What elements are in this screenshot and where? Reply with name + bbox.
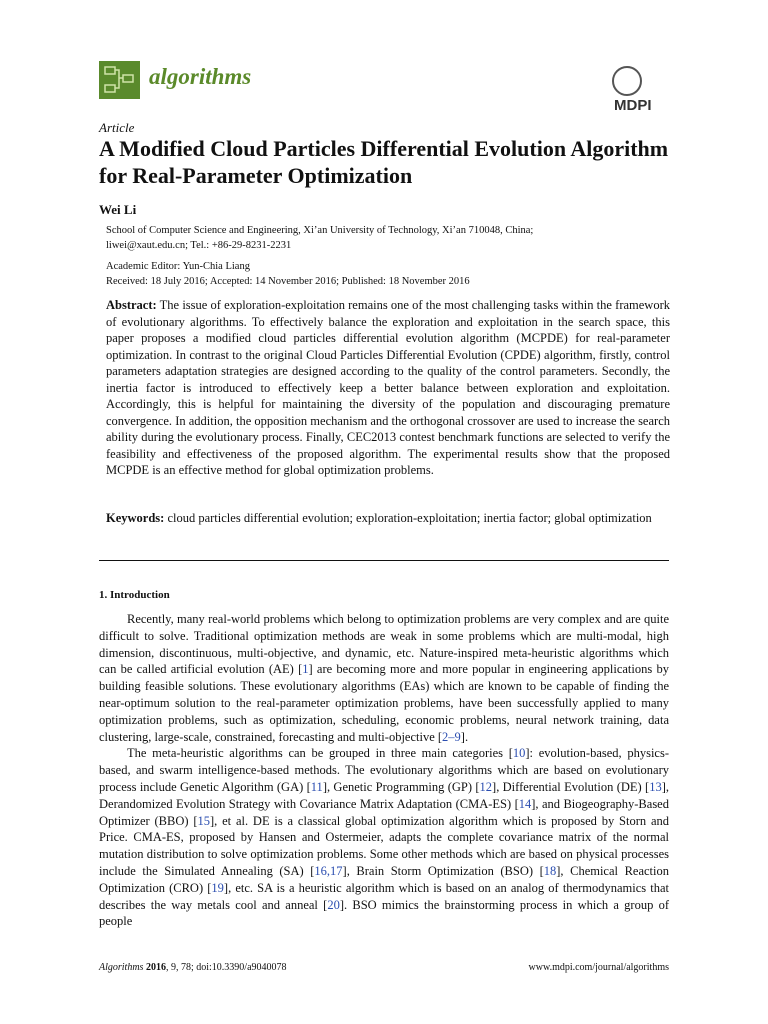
citation-link[interactable]: 1 [302,662,309,677]
journal-name[interactable]: algorithms [149,64,252,89]
text-run: ], Brain Storm Optimization (BSO) [ [342,863,544,878]
citation-link[interactable]: 15 [197,813,211,828]
keywords-label: Keywords: [106,511,165,525]
publisher-name: MDPI [614,96,652,114]
text-run: ], Genetic Programming (GP) [ [322,779,480,794]
article-type: Article [99,120,135,135]
logo-icon [99,61,140,99]
affiliation-line-1: School of Computer Science and Engineering, Xi’an University of Technology, Xi’an 710048, China; [106,225,534,236]
publisher-logo[interactable] [612,66,668,114]
journal-logo [99,61,140,99]
mdpi-badge-icon [612,66,642,96]
citation-link[interactable]: 11 [310,779,323,794]
citation-link[interactable]: 10 [512,746,526,761]
footer-url[interactable]: www.mdpi.com/journal/algorithms [528,962,669,973]
text-run: ], Derandomized Evolution Strategy with Covariance Matrix Adaptation (CMA-ES) [ [99,779,669,811]
footer-citation [99,962,287,973]
text-run: ], and Biogeography-Based Optimizer (BBO) [ [99,796,669,828]
footer-journal: Algorithms [99,962,144,973]
abstract [106,297,670,479]
text-run: The meta-heuristic algorithms can be grouped in three main categories [ [127,746,513,761]
abstract-text: The issue of exploration-exploitation remains one of the most challenging tasks within the framework of evolutionary algorithms. To effectively balance the exploration and exploitation in the search space, this paper proposes a modified cloud particles differential evolution algorithm (MCPDE) for real-parameter optimization. In contrast to the original Cloud Particles Differential Evolution (CPDE) algorithm, firstly, control parameters adaptation strategies are designed according to the quality of the control parameters. Secondly, the inertia factor is introduced to effectively keep a better balance between exploration and exploitation. Accordingly, this is helpful for maintaining the diversity of the population and discouraging premature convergence. In addition, the opposition mechanism and the orthogonal crossover are used to increase the search ability during the evolutionary process. Finally, CEC2013 contest benchmark functions are selected to verify the feasibility and effectiveness of the proposed algorithm. The experimental results show that the proposed MCPDE is an effective method for global optimization problems. [106,298,670,477]
text-run: ]: evolution-based, physics-based, and swarm intelligence-based methods. The evolutionary algorithms which are based on evolutionary process include Genetic Algorithm (GA) [ [99,746,670,794]
text-run: ], Differential Evolution (DE) [ [492,779,650,794]
introduction-body [99,611,669,930]
academic-editor: Academic Editor: Yun-Chia Liang [106,261,250,272]
author-name: Wei Li [99,202,137,217]
intro-paragraph-1 [99,611,669,745]
section-divider [99,560,669,561]
citation-link[interactable]: 12 [479,779,493,794]
intro-paragraph-2 [99,745,669,930]
text-run: ], et al. DE is a classical global optimization algorithm which is proposed by Storn and Price. CMA-ES, proposed by Hansen and Ostermeier, adapts the complete covariance matrix of the normal mutation distribution to solve optimization problems. Some other methods which are based on physical processes include the Simulated Annealing (SA) [ [99,813,670,878]
paper-title: A Modified Cloud Particles Differential Evolution Algorithm for Real-Parameter Optimization [99,136,669,188]
citation-link[interactable]: 16,17 [314,863,343,878]
text-run: ] are becoming more and more popular in engineering applications by building feasible solutions. These evolutionary algorithms (EAs) which are known to be capable of finding the near-optimum solution to the real-parameter optimization problems, have been successfully applied to many optimization problems, such as optimization, scheduling, economic problems, neural network training, data clustering, large-scale, constrained, forecasting and multi-objective [ [99,662,669,744]
citation-link[interactable]: 2–9 [442,729,461,744]
text-run: ], Chemical Reaction Optimization (CRO) [ [99,863,669,895]
publication-dates: Received: 18 July 2016; Accepted: 14 November 2016; Published: 18 November 2016 [106,276,470,287]
citation-link[interactable]: 14 [518,796,532,811]
citation-link[interactable]: 20 [327,897,340,912]
section-heading: 1. Introduction [99,589,170,601]
text-run: ], etc. SA is a heuristic algorithm which is based on an analog of thermodynamics that describes the way metals cool and anneal [ [99,880,670,912]
citation-link[interactable]: 13 [649,779,662,794]
affiliation [106,223,666,253]
text-run: ]. [460,729,469,744]
abstract-label: Abstract: [106,298,157,312]
footer-year: 2016 [145,962,166,973]
keywords-text: cloud particles differential evolution; exploration-exploitation; inertia factor; global optimization [167,511,652,525]
citation-link[interactable]: 19 [211,880,224,895]
keywords [106,509,670,527]
text-run: ]. BSO mimics the brainstorming process in which a group of people [99,897,669,929]
affiliation-line-2[interactable]: liwei@xaut.edu.cn; Tel.: +86-29-8231-2231 [106,240,292,251]
citation-link[interactable]: 18 [543,863,557,878]
text-run: Recently, many real-world problems which belong to optimization problems are very complex and are quite difficult to solve. Traditional optimization methods are weak in some problems which are multi-modal, high dimension, discontinuous, multi-objective, and dynamic, etc. Nature-inspired meta-heuristic algorithms which can be called artificial evolution (AE) [ [99,612,669,677]
footer-doi[interactable]: , 9, 78; doi:10.3390/a9040078 [165,962,287,973]
editorial-info [106,259,666,289]
